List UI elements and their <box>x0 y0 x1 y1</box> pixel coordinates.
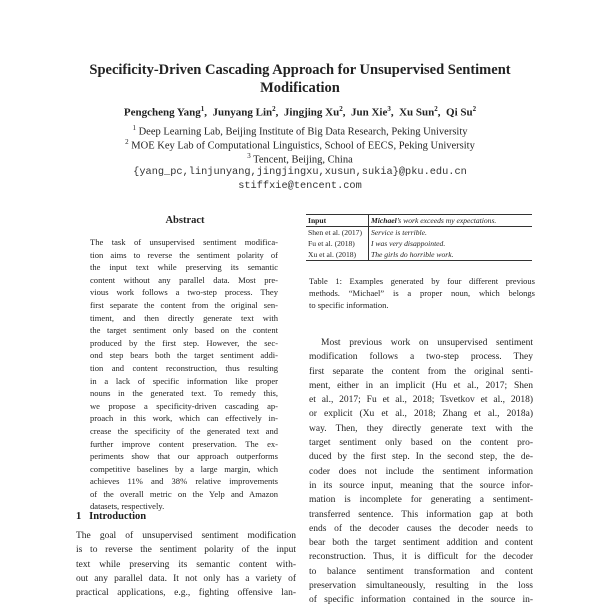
author: Jingjing Xu <box>283 106 340 119</box>
text-line: coder does not include the sentiment information <box>309 466 533 477</box>
text-line: timent, and then directly generate text with <box>90 312 278 323</box>
affiliation: $^1$ Deep Learning Lab, Beijing Institute of Big Data Research, Peking University <box>132 124 468 138</box>
text-line: methods. “Michael” is a proper noun, which belongs <box>309 288 535 299</box>
text-line: ment, either in an implicit (Hu et al., 2017; Shen <box>309 380 533 391</box>
intro-body <box>76 529 296 600</box>
text-line: datasets, respectively. <box>90 501 165 512</box>
author-list: Pengcheng Yang$^1$, Junyang Lin$^2$, Jingjing Xu$^2$, Jun Xie$^3$, Xu Sun$^2$, Qi Su$^2$ <box>123 105 477 119</box>
text-line: crease the specificity of the generated text and <box>90 425 278 436</box>
text-line: modification follows a two-step process. They <box>309 352 533 363</box>
text-line: to specific information. <box>309 300 389 311</box>
author: Jun Xie <box>350 106 388 119</box>
author: Xu Sun <box>399 106 435 119</box>
email-line: {yang_pc,linjunyang,jingjingxu,xusun,sukia}@pku.edu.cn <box>133 166 467 178</box>
text-line: nouns in the generated text. To remedy this, <box>90 388 278 399</box>
email-line: stiffxie@tencent.com <box>238 180 362 192</box>
text-line: transferred sentence. This information gap at both <box>309 509 533 520</box>
text-line: proach in this work, which can effectively in- <box>90 413 278 424</box>
example-table <box>306 214 532 261</box>
abstract-heading: Abstract <box>165 215 205 226</box>
author: Junyang Lin <box>212 106 273 119</box>
affiliation: $^3$ Tencent, Beijing, China <box>247 152 353 166</box>
text-line: we propose a specificity-driven cascading ap- <box>90 400 278 411</box>
text-line: or explicit (Xu et al., 2018; Zhang et al., 2018a) <box>309 409 533 420</box>
text-line: The task of unsupervised sentiment modifica- <box>90 237 278 247</box>
text-line: of the overall metric on the Yelp and Amazon <box>90 488 278 499</box>
text-line: tion and content reconstruction, thus resulting <box>90 362 278 373</box>
table-caption <box>309 275 535 312</box>
text-line: content without any parallel data. Most pre- <box>90 274 278 285</box>
table-header-input: Input <box>308 216 327 225</box>
text-line: preservation simultaneously, resulting in the loss <box>309 581 533 592</box>
text-line: out any parallel data. It not only has a variety of <box>76 573 296 584</box>
text-line: ends of the decoder causes the decoder needs to <box>309 523 533 534</box>
text-line: to balance sentiment transformation and content <box>309 566 533 577</box>
text-line: ond step bears both the target sentiment addi- <box>90 350 278 361</box>
paper-title: Specificity-Driven Cascading Approach for Unsupervised Sentiment Modification <box>89 62 511 96</box>
text-line: periments show that our approach outperforms <box>90 451 278 462</box>
text-line: vious work follows a two-step process. They <box>90 287 278 298</box>
section-heading: 1 Introduction <box>76 511 147 522</box>
table-row-output: I was very disappointed. <box>369 238 533 249</box>
table-row-output: Service is terrible. <box>369 227 533 239</box>
text-line: mation is incomplete for generating a sentiment- <box>309 495 533 506</box>
text-line: bear both the target sentiment addition and content <box>309 538 533 549</box>
author: Pengcheng Yang <box>123 106 201 119</box>
text-line: first separate the content from the original sen- <box>90 299 278 310</box>
text-line: text while preserving its semantic content with- <box>76 559 296 570</box>
text-line: target sentiment only based on the content pro- <box>309 438 533 449</box>
text-line: Most previous work on unsupervised sentiment <box>321 338 533 348</box>
text-line: first separate the content from the original senti- <box>309 366 533 377</box>
text-line: produced by the first step. However, the sec- <box>90 337 278 348</box>
affiliation: $^2$ MOE Key Lab of Computational Linguistics, School of EECS, Peking University <box>125 138 475 152</box>
text-line: of specific information contained in the source in- <box>309 595 533 606</box>
text-line: achieves 11% and 38% relative improvements <box>90 476 278 487</box>
text-line: is to reverse the sentiment polarity of the input <box>76 545 296 556</box>
text-line: in a lack of specific information like proper <box>90 375 278 386</box>
text-line: in its source input, meaning that the source infor- <box>309 480 533 491</box>
text-line: competitive baselines by a large margin, which <box>90 463 278 474</box>
table-row-output: The girls do horrible work. <box>369 249 533 261</box>
text-line: The goal of unsupervised sentiment modification <box>76 531 296 541</box>
table-header-text: Michael’s work exceeds my expectations. <box>369 215 533 227</box>
abstract-body <box>90 236 278 513</box>
text-line: practical applications, e.g., fighting offensive lan- <box>76 588 296 599</box>
text-line: way. Then, they directly generate text with the <box>309 423 533 434</box>
text-line: the input text while preserving its semantic <box>90 262 278 273</box>
text-line: reconstruction. Thus, it is difficult for the decoder <box>309 552 533 563</box>
text-line: Table 1: Examples generated by four different previous <box>309 276 535 286</box>
table-row-system: Shen et al. (2017) <box>308 228 362 237</box>
text-line: tion aims to reverse the sentiment polarity of <box>90 249 278 260</box>
right-column-body <box>309 336 533 608</box>
text-line: the target sentiment only based on the content <box>90 325 278 336</box>
author: Qi Su <box>446 106 473 119</box>
text-line: further improve content preservation. The ex- <box>90 438 278 449</box>
text-line: duced by the first step. In the second step, the de- <box>309 452 533 463</box>
table-row-system: Fu et al. (2018) <box>308 239 355 248</box>
text-line: et al., 2017; Fu et al., 2018; Tsvetkov et al., 2018) <box>309 395 533 406</box>
table-row-system: Xu et al. (2018) <box>308 250 357 259</box>
